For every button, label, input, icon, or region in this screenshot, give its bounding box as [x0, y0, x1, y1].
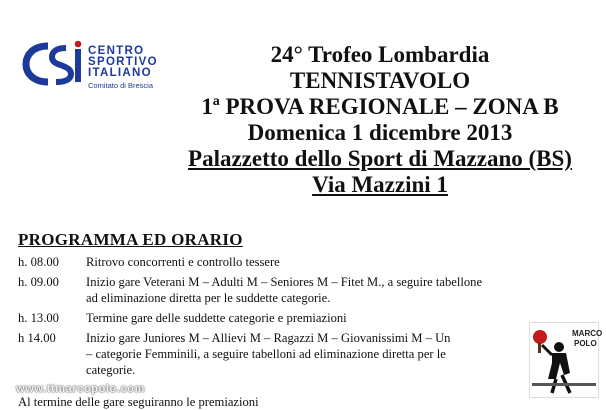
schedule-row: [18, 330, 606, 378]
badge-line-2: POLO: [574, 339, 597, 348]
schedule-time: h 14.00: [18, 331, 56, 345]
event-stage: 1ª PROVA REGIONALE – ZONA B: [201, 94, 559, 119]
table-tennis-player-icon: [530, 323, 603, 397]
marco-polo-badge: [529, 322, 603, 398]
schedule-row: [18, 310, 606, 326]
logo-wordmark: [88, 46, 158, 79]
section-title: PROGRAMMA ED ORARIO: [18, 230, 243, 249]
document-header: [180, 42, 580, 198]
schedule-time: h. 13.00: [18, 311, 59, 325]
badge-line-1: MARCO: [572, 329, 603, 338]
event-date: Domenica 1 dicembre 2013: [247, 120, 513, 145]
event-title: 24° Trofeo Lombardia TENNISTAVOLO: [270, 42, 490, 93]
logo-subline: Comitato di Brescia: [88, 81, 154, 90]
schedule-description: Termine gare delle suddette categorie e premiazioni: [86, 311, 347, 325]
schedule-description: Inizio gare Juniores M – Allievi M – Ragazzi M – Giovanissimi M – Un – categorie Femminili, a seguire tabelloni ad eliminazione diretta per le categorie.: [86, 331, 451, 377]
event-venue: Palazzetto dello Sport di Mazzano (BS): [188, 146, 572, 171]
watermark-text: www.ttmarcopolo.com: [16, 383, 145, 395]
event-address: Via Mazzini 1: [312, 172, 448, 197]
schedule-description: Inizio gare Veterani M – Adulti M – Seniores M – Fitet M., a seguire tabellone ad eliminazione diretta per le suddette categorie.: [86, 275, 483, 305]
schedule-row: [18, 274, 606, 306]
footer-note: Al termine delle gare seguiranno le premiazioni: [18, 395, 259, 409]
schedule-list: [18, 254, 606, 382]
schedule-time: h. 09.00: [18, 275, 59, 289]
logo-line-2: SPORTIVO: [88, 56, 158, 68]
schedule-time: h. 08.00: [18, 255, 59, 269]
csi-logo-mark-icon: [22, 40, 84, 86]
schedule-row: [18, 254, 606, 270]
csi-logo: [22, 40, 172, 90]
logo-line-1: CENTRO: [88, 45, 145, 57]
logo-line-3: ITALIANO: [88, 67, 152, 79]
schedule-description: Ritrovo concorrenti e controllo tessere: [86, 255, 280, 269]
